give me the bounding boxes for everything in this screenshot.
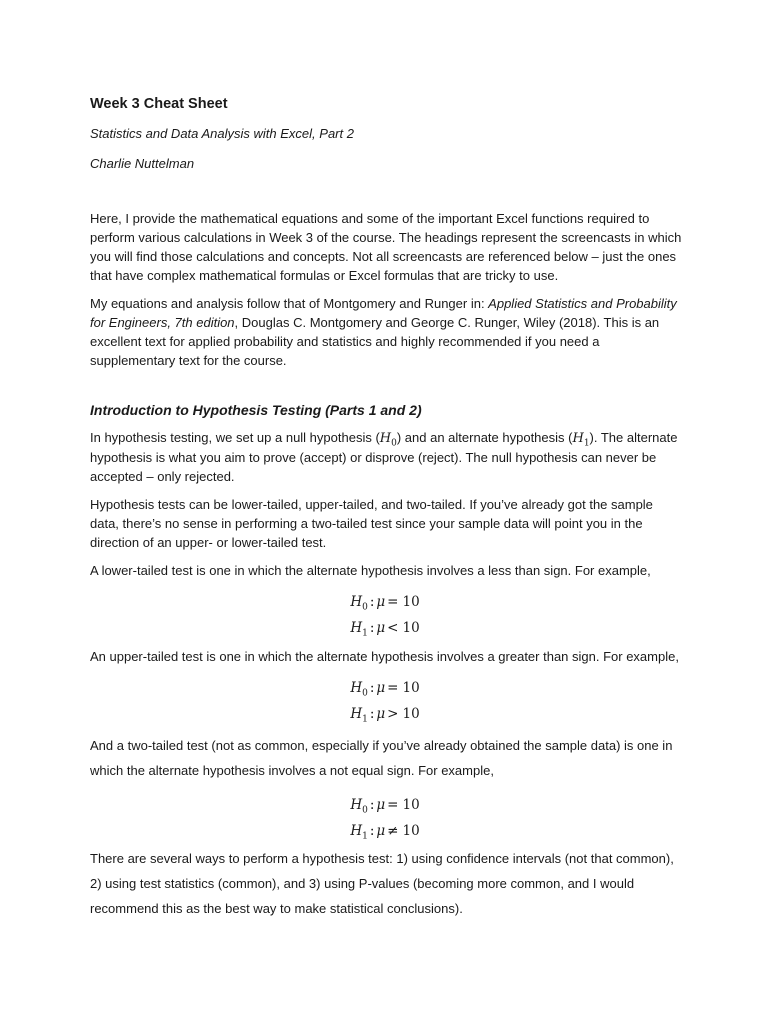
intro-p2-start: My equations and analysis follow that of Montgomery and Runger in: <box>90 296 489 311</box>
course-subtitle: Statistics and Data Analysis with Excel, Part 2 <box>90 126 354 141</box>
equation-alt-hypothesis-gt: $H_1$ : μ > 10 <box>350 706 420 725</box>
equation-block-two-tailed <box>90 792 682 844</box>
page-title: Week 3 Cheat Sheet <box>90 96 228 112</box>
equation-null-hypothesis: $H_0$ : μ = 10 <box>350 680 420 699</box>
equation-alt-hypothesis-lt: $H_1$ : μ < 10 <box>350 620 420 639</box>
section-paragraph-4: An upper-tailed test is one in which the alternate hypothesis involves a greater than sign. For example, <box>90 649 679 664</box>
p1-part-c: ). The alternate hypothesis is what you aim to prove (accept) or disprove (reject). The null hypothesis can never be accepted – only rejected. <box>90 430 678 484</box>
equation-null-hypothesis: $H_0$ : μ = 10 <box>350 594 420 613</box>
section-paragraph-5: And a two-tailed test (not as common, especially if you’ve already obtained the sample data) is one in which the alternate hypothesis involves a not equal sign. For example, <box>90 738 673 778</box>
math-h1: $H_1$ <box>572 431 590 449</box>
section-heading: Introduction to Hypothesis Testing (Parts 1 and 2) <box>90 402 422 418</box>
intro-paragraph-1: Here, I provide the mathematical equations and some of the important Excel functions required to perform various calculations in Week 3 of the course. The headings represent the screencasts in which you will find those calculations and concepts. Not all screencasts are referenced below – just the ones that have complex mathematical formulas or Excel formulas that are tricky to use. <box>90 211 682 283</box>
section-paragraph-1 <box>90 428 682 486</box>
math-h0: $H_0$ <box>379 431 397 449</box>
p1-part-a: In hypothesis testing, we set up a null hypothesis ( <box>90 430 380 445</box>
equation-block-upper-tailed <box>90 675 682 727</box>
p1-part-b: ) and an alternate hypothesis ( <box>396 430 573 445</box>
book-title: Applied Statistics and Probability for Engineers, 7th edition <box>90 296 677 330</box>
equation-block-lower-tailed <box>90 589 682 641</box>
document-page <box>90 94 682 930</box>
equation-alt-hypothesis-ne: $H_1$ : μ ≠ 10 <box>350 823 420 842</box>
author-name: Charlie Nuttelman <box>90 156 195 171</box>
equation-null-hypothesis: $H_0$ : μ = 10 <box>350 797 420 816</box>
section-paragraph-2: Hypothesis tests can be lower-tailed, upper-tailed, and two-tailed. If you’ve already got the sample data, there’s no sense in performing a two-tailed test since your sample data will point you in the direction of an upper- or lower-tailed test. <box>90 497 653 550</box>
section-paragraph-6: There are several ways to perform a hypothesis test: 1) using confidence intervals (not that common), 2) using test statistics (common), and 3) using P-values (becoming more common, and I would recommend this as the best way to make statistical conclusions). <box>90 851 674 916</box>
intro-p2-end: , Douglas C. Montgomery and George C. Runger, Wiley (2018). This is an excellent text for applied probability and statistics and highly recommended if you need a supplementary text for the course. <box>90 315 660 368</box>
intro-paragraph-2 <box>90 294 682 370</box>
section-paragraph-3: A lower-tailed test is one in which the alternate hypothesis involves a less than sign. For example, <box>90 563 651 578</box>
